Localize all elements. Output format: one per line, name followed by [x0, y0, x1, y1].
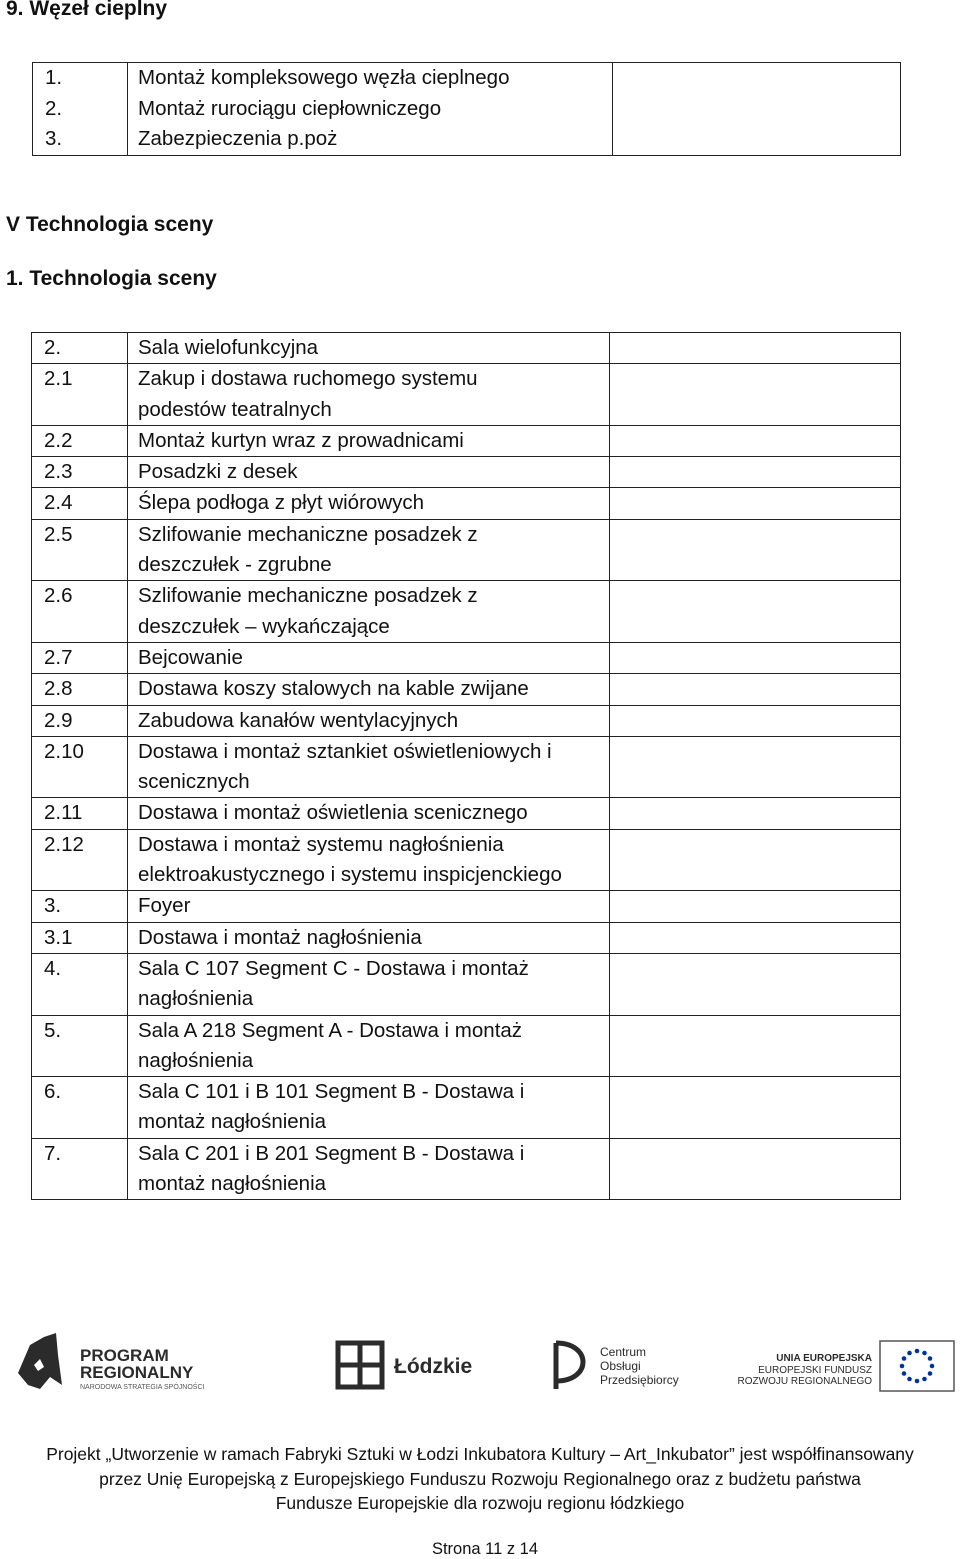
- item-text: montaż nagłośnienia: [138, 1172, 327, 1196]
- empty-value-cell: [610, 736, 901, 798]
- table-row: [32, 488, 901, 519]
- item-text: Dostawa i montaż sztankiet oświetleniowych i: [138, 739, 552, 763]
- item-text: Foyer: [138, 894, 191, 918]
- item-text: deszczułek – wykańczające: [138, 614, 390, 638]
- item-text: montaż nagłośnienia: [138, 1110, 327, 1134]
- item-number-cell: [32, 953, 128, 1015]
- empty-value-cell: [610, 1077, 901, 1139]
- table-row: [32, 642, 901, 673]
- item-description-cell: [128, 457, 610, 488]
- program-logo-line-3: NARODOWA STRATEGIA SPÓJNOŚCI: [80, 1384, 205, 1391]
- table-row: [32, 829, 901, 891]
- item-text: Dostawa i montaż nagłośnienia: [138, 925, 422, 949]
- stage-technology-table: [31, 332, 901, 1200]
- item-text: Montaż kompleksowego węzła cieplnego: [138, 66, 510, 89]
- item-number: 2.: [45, 96, 63, 120]
- program-logo-line-2: REGIONALNY: [80, 1363, 194, 1382]
- eu-star-icon: [922, 1377, 927, 1382]
- item-text: Zakup i dostawa ruchomego systemu: [138, 367, 478, 391]
- eu-logo-line-2: EUROPEJSKI FUNDUSZ: [758, 1365, 872, 1376]
- item-number-cell: [32, 829, 128, 891]
- item-text: deszczułek - zgrubne: [138, 553, 332, 577]
- item-description-cell: [128, 1015, 610, 1077]
- item-text: Zabudowa kanałów wentylacyjnych: [138, 708, 459, 732]
- empty-value-cell: [610, 333, 901, 364]
- item-number-cell: [32, 425, 128, 456]
- item-number-cell: [32, 642, 128, 673]
- eu-star-icon: [907, 1351, 912, 1356]
- item-number: 2.4: [44, 491, 73, 515]
- eu-logo-line-3: ROZWOJU REGIONALNEGO: [737, 1376, 872, 1387]
- eu-erdf-logo: [738, 1341, 954, 1391]
- item-description-cell: [128, 953, 610, 1015]
- lodzkie-logo-text: Łódzkie: [394, 1355, 473, 1378]
- table-row: [32, 519, 901, 581]
- item-text: Sala C 101 i B 101 Segment B - Dostawa i: [138, 1080, 525, 1104]
- item-description-cell: [128, 891, 610, 922]
- eu-star-icon: [902, 1356, 907, 1361]
- lodzkie-emblem-icon: [338, 1343, 382, 1387]
- item-number: 2.11: [44, 801, 83, 825]
- item-number: 2.6: [44, 584, 73, 608]
- empty-value-cell: [610, 922, 901, 953]
- eu-star-icon: [907, 1377, 912, 1382]
- footer-note: [0, 1442, 960, 1516]
- item-number-cell: [32, 891, 128, 922]
- empty-value-cell: [610, 364, 901, 426]
- eu-star-icon: [930, 1364, 935, 1369]
- eu-star-icon: [928, 1356, 933, 1361]
- item-text: nagłośnienia: [138, 1048, 254, 1072]
- empty-value-cell: [610, 891, 901, 922]
- item-number-cell: [32, 581, 128, 643]
- item-number: 2.3: [44, 460, 73, 484]
- program-logo-line-1: PROGRAM: [80, 1346, 169, 1365]
- item-description-cell: [128, 798, 610, 829]
- page-number: Strona 11 z 14: [431, 1540, 539, 1558]
- empty-value-cell: [610, 953, 901, 1015]
- eu-logo-line-1: UNIA EUROPEJSKA: [776, 1353, 872, 1364]
- table-row: [32, 364, 901, 426]
- item-number: 4.: [44, 956, 62, 980]
- item-number: 2.9: [44, 708, 73, 732]
- item-number-cell: [32, 705, 128, 736]
- heating-node-table: [32, 62, 901, 156]
- table-row: [32, 1015, 901, 1077]
- item-number-cell: [32, 519, 128, 581]
- item-text: Ślepa podłoga z płyt wiórowych: [138, 491, 425, 515]
- item-number: 3.: [44, 894, 62, 918]
- item-description-cell: [128, 425, 610, 456]
- item-text: Szlifowanie mechaniczne posadzek z: [138, 584, 478, 608]
- item-text: Sala C 201 i B 201 Segment B - Dostawa i: [138, 1141, 525, 1165]
- item-number: 2.7: [44, 645, 73, 669]
- item-number: 3.: [45, 127, 63, 151]
- item-text: Szlifowanie mechaniczne posadzek z: [138, 522, 478, 546]
- empty-value-cell: [610, 1138, 901, 1200]
- lodzkie-logo: [338, 1343, 472, 1387]
- item-number-cell: [32, 736, 128, 798]
- item-text: Sala A 218 Segment A - Dostawa i montaż: [138, 1018, 523, 1042]
- item-text: Montaż rurociągu ciepłowniczego: [138, 96, 442, 120]
- item-number-cell: [32, 798, 128, 829]
- centrum-logo-line-3: Przedsiębiorcy: [600, 1373, 679, 1387]
- item-number-cell: [32, 333, 128, 364]
- eu-star-icon: [928, 1371, 933, 1376]
- empty-value-cell: [610, 674, 901, 705]
- table-row: [32, 736, 901, 798]
- item-text: Zabezpieczenia p.poż: [138, 127, 338, 151]
- eu-star-icon: [922, 1351, 927, 1356]
- item-text: Bejcowanie: [138, 645, 243, 669]
- item-description-cell: [128, 1138, 610, 1200]
- item-description-cell: [128, 736, 610, 798]
- eu-flag-icon: [880, 1341, 954, 1391]
- table-row: [32, 457, 901, 488]
- item-description-cell: [128, 705, 610, 736]
- table-row: [32, 1138, 901, 1200]
- footer-line: Projekt „Utworzenie w ramach Fabryki Sztuki w Łodzi Inkubatora Kultury – Art_Inkubator” jest współfinansowany: [46, 1444, 914, 1464]
- item-number: 5.: [44, 1018, 62, 1042]
- item-description-cell: [128, 642, 610, 673]
- item-description-cell: [128, 488, 610, 519]
- table-row: [32, 581, 901, 643]
- centrum-logo-line-2: Obsługi: [600, 1359, 641, 1373]
- item-number: 2.8: [44, 677, 73, 701]
- table-row: [32, 333, 901, 364]
- sub-heading: 1. Technologia sceny: [6, 267, 217, 290]
- eu-star-icon: [900, 1364, 905, 1369]
- eu-stars-icon: [900, 1349, 935, 1384]
- eu-star-icon: [915, 1379, 920, 1384]
- item-number: 2.12: [44, 832, 84, 856]
- item-text: Dostawa koszy stalowych na kable zwijane: [138, 677, 529, 701]
- empty-value-cell: [613, 63, 901, 156]
- empty-value-cell: [610, 1015, 901, 1077]
- empty-value-cell: [610, 581, 901, 643]
- table-row: [32, 1077, 901, 1139]
- footer-line: przez Unię Europejską z Europejskiego Funduszu Rozwoju Regionalnego oraz z budżetu państwa: [99, 1468, 861, 1489]
- item-description-cell: [128, 519, 610, 581]
- program-regionalny-logo: [18, 1333, 205, 1391]
- table-row: [32, 674, 901, 705]
- item-number: 2.2: [44, 428, 73, 452]
- item-text: Dostawa i montaż systemu nagłośnienia: [138, 832, 504, 856]
- item-number: 1.: [45, 66, 63, 89]
- empty-value-cell: [610, 488, 901, 519]
- table-row: [32, 953, 901, 1015]
- item-text: Posadzki z desek: [138, 460, 298, 484]
- section-heading: 9. Węzeł cieplny: [6, 0, 168, 20]
- item-description-column: [128, 63, 613, 156]
- table-row: [32, 922, 901, 953]
- table-row: [32, 798, 901, 829]
- empty-value-cell: [610, 798, 901, 829]
- item-number: 2.1: [44, 367, 73, 391]
- item-number-column: [33, 63, 128, 156]
- item-description-cell: [128, 581, 610, 643]
- centrum-obslugi-logo: [556, 1343, 679, 1389]
- empty-value-cell: [610, 457, 901, 488]
- item-number-cell: [32, 1077, 128, 1139]
- item-text: nagłośnienia: [138, 987, 254, 1011]
- item-description-cell: [128, 829, 610, 891]
- table-row: [32, 891, 901, 922]
- item-text: Montaż kurtyn wraz z prowadnicami: [138, 428, 464, 452]
- empty-value-cell: [610, 829, 901, 891]
- footer-line: Fundusze Europejskie dla rozwoju regionu łódzkiego: [275, 1493, 685, 1513]
- item-description-cell: [128, 1077, 610, 1139]
- item-description-cell: [128, 922, 610, 953]
- table-row: [33, 63, 901, 156]
- empty-value-cell: [610, 519, 901, 581]
- item-text: podestów teatralnych: [138, 397, 332, 421]
- item-description-cell: [128, 364, 610, 426]
- eu-star-icon: [915, 1349, 920, 1354]
- item-number: 3.1: [44, 925, 73, 949]
- item-text: scenicznych: [138, 770, 250, 794]
- table-row: [32, 705, 901, 736]
- item-number-cell: [32, 364, 128, 426]
- sponsor-logos: [0, 1325, 960, 1415]
- eu-star-icon: [902, 1371, 907, 1376]
- item-number-cell: [32, 922, 128, 953]
- item-description-cell: [128, 333, 610, 364]
- item-number-cell: [32, 1138, 128, 1200]
- item-number: 2.10: [44, 739, 84, 763]
- item-number: 2.: [44, 336, 62, 359]
- empty-value-cell: [610, 642, 901, 673]
- item-text: Sala wielofunkcyjna: [138, 336, 319, 359]
- empty-value-cell: [610, 425, 901, 456]
- item-number-cell: [32, 488, 128, 519]
- item-text: elektroakustycznego i systemu inspicjenckiego: [138, 863, 562, 887]
- item-text: Sala C 107 Segment C - Dostawa i montaż: [138, 956, 529, 980]
- part-heading: V Technologia sceny: [6, 213, 214, 236]
- item-number-cell: [32, 457, 128, 488]
- item-number: 2.5: [44, 522, 73, 546]
- centrum-logo-line-1: Centrum: [600, 1345, 647, 1359]
- item-number-cell: [32, 1015, 128, 1077]
- centrum-mark-icon: [556, 1343, 583, 1389]
- item-text: Dostawa i montaż oświetlenia scenicznego: [138, 801, 528, 825]
- item-description-cell: [128, 674, 610, 705]
- item-number-cell: [32, 674, 128, 705]
- table-row: [32, 425, 901, 456]
- item-number: 6.: [44, 1080, 62, 1104]
- item-number: 7.: [44, 1141, 62, 1165]
- empty-value-cell: [610, 705, 901, 736]
